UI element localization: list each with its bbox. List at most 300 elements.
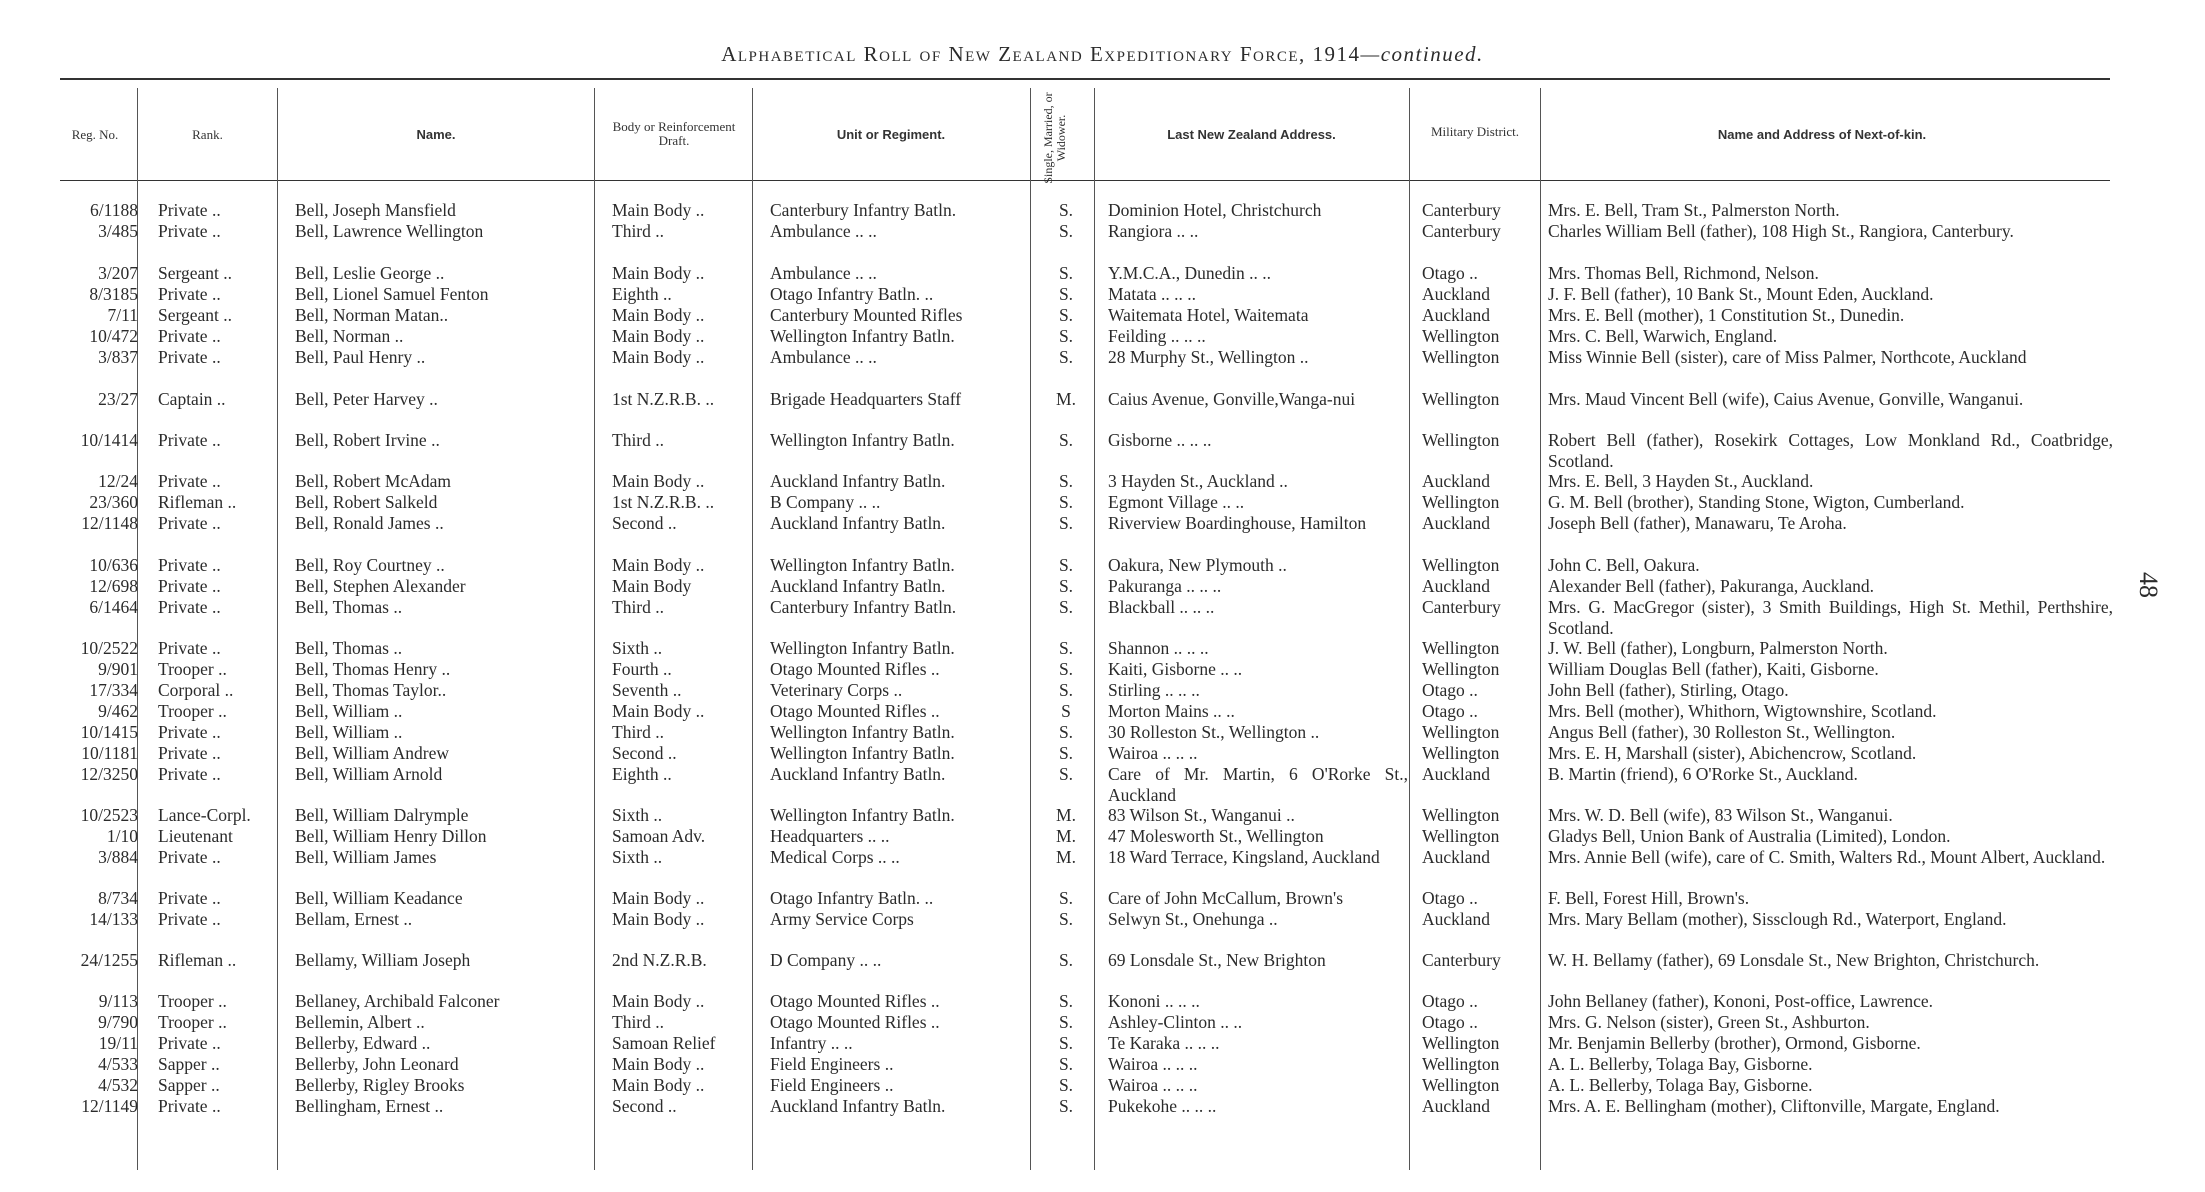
cell-addr: 30 Rolleston St., Wellington .. — [1108, 722, 1320, 742]
cell-unit: Wellington Infantry Batln. — [770, 326, 955, 346]
cell-s: S. — [1058, 1033, 1074, 1053]
cell-dist: Auckland — [1422, 576, 1491, 596]
cell-body: Sixth .. — [612, 847, 663, 867]
header-district: Military District. — [1430, 124, 1520, 139]
cell-kin: Mrs. Maud Vincent Bell (wife), Caius Avenue, Gonville, Wanganui. — [1548, 389, 2024, 409]
cell-reg: 12/1148 — [81, 513, 138, 533]
cell-s: S. — [1058, 680, 1074, 700]
cell-unit: Field Engineers .. — [770, 1054, 894, 1074]
cell-addr: Blackball .. .. .. — [1108, 597, 1215, 617]
cell-body: Main Body .. — [612, 471, 705, 491]
cell-kin: John Bellaney (father), Kononi, Post-office, Lawrence. — [1548, 991, 1934, 1011]
cell-kin: W. H. Bellamy (father), 69 Lonsdale St., New Brighton, Christchurch. — [1548, 950, 2040, 970]
cell-reg: 23/360 — [89, 492, 138, 512]
cell-kin: F. Bell, Forest Hill, Brown's. — [1548, 888, 1750, 908]
cell-name: Bell, Lawrence Wellington — [295, 221, 484, 241]
cell-unit: Otago Mounted Rifles .. — [770, 701, 940, 721]
cell-kin: Mrs. E. Bell, 3 Hayden St., Auckland. — [1548, 471, 1814, 491]
cell-rank: Private .. — [158, 221, 221, 241]
cell-kin: Mrs. G. Nelson (sister), Green St., Ashburton. — [1548, 1012, 1870, 1032]
table-row — [0, 847, 2205, 867]
table-row — [0, 888, 2205, 908]
cell-addr: Wairoa .. .. .. — [1108, 1054, 1198, 1074]
cell-s: S. — [1058, 722, 1074, 742]
cell-dist: Auckland — [1422, 764, 1491, 784]
cell-addr: 28 Murphy St., Wellington .. — [1108, 347, 1309, 367]
cell-addr: Feilding .. .. .. — [1108, 326, 1206, 346]
cell-body: Main Body .. — [612, 991, 705, 1011]
cell-body: Main Body .. — [612, 909, 705, 929]
cell-reg: 9/790 — [98, 1012, 138, 1032]
table-row — [0, 991, 2205, 1011]
cell-body: Main Body .. — [612, 888, 705, 908]
cell-unit: Infantry .. .. — [770, 1033, 853, 1053]
cell-name: Bell, William .. — [295, 722, 403, 742]
cell-dist: Wellington — [1422, 805, 1500, 825]
cell-rank: Private .. — [158, 200, 221, 220]
cell-name: Bell, Leslie George .. — [295, 263, 445, 283]
cell-s: M. — [1056, 847, 1076, 867]
cell-rank: Private .. — [158, 909, 221, 929]
cell-addr: Matata .. .. .. — [1108, 284, 1196, 304]
cell-s: S. — [1058, 305, 1074, 325]
cell-dist: Canterbury — [1422, 950, 1501, 970]
cell-body: Fourth .. — [612, 659, 672, 679]
cell-kin: William Douglas Bell (father), Kaiti, Gisborne. — [1548, 659, 1879, 679]
cell-dist: Wellington — [1422, 389, 1500, 409]
cell-s: S — [1061, 701, 1071, 721]
cell-rank: Lieutenant — [158, 826, 233, 846]
cell-unit: Medical Corps .. .. — [770, 847, 900, 867]
cell-rank: Private .. — [158, 576, 221, 596]
cell-reg: 9/113 — [98, 991, 138, 1011]
cell-rank: Private .. — [158, 347, 221, 367]
cell-kin: Mrs. C. Bell, Warwich, England. — [1548, 326, 1778, 346]
cell-unit: Canterbury Infantry Batln. — [770, 597, 957, 617]
cell-name: Bell, Norman .. — [295, 326, 404, 346]
cell-rank: Private .. — [158, 597, 221, 617]
cell-unit: Auckland Infantry Batln. — [770, 513, 946, 533]
cell-s: S. — [1058, 221, 1074, 241]
cell-reg: 4/532 — [98, 1075, 138, 1095]
cell-name: Bellaney, Archibald Falconer — [295, 991, 500, 1011]
cell-rank: Trooper .. — [158, 1012, 227, 1032]
cell-addr: 18 Ward Terrace, Kingsland, Auckland — [1108, 847, 1380, 867]
cell-dist: Wellington — [1422, 638, 1500, 658]
table-row — [0, 659, 2205, 679]
top-rule — [60, 78, 2110, 80]
cell-name: Bell, Paul Henry .. — [295, 347, 426, 367]
cell-body: Eighth .. — [612, 284, 672, 304]
cell-reg: 9/462 — [98, 701, 138, 721]
cell-addr: Kaiti, Gisborne .. .. — [1108, 659, 1243, 679]
cell-reg: 24/1255 — [80, 950, 138, 970]
cell-s: S. — [1058, 347, 1074, 367]
cell-name: Bell, Thomas .. — [295, 638, 403, 658]
table-row — [0, 326, 2205, 346]
cell-s: S. — [1058, 638, 1074, 658]
cell-s: S. — [1058, 1012, 1074, 1032]
cell-name: Bell, Stephen Alexander — [295, 576, 466, 596]
cell-reg: 6/1188 — [90, 200, 138, 220]
table-row — [0, 305, 2205, 325]
cell-dist: Canterbury — [1422, 200, 1501, 220]
cell-s: S. — [1058, 471, 1074, 491]
cell-body: Main Body .. — [612, 200, 705, 220]
cell-unit: Otago Mounted Rifles .. — [770, 1012, 940, 1032]
cell-addr: Rangiora .. .. — [1108, 221, 1199, 241]
cell-name: Bellerby, Rigley Brooks — [295, 1075, 465, 1095]
cell-addr: 3 Hayden St., Auckland .. — [1108, 471, 1288, 491]
cell-kin: Mrs. Thomas Bell, Richmond, Nelson. — [1548, 263, 1819, 283]
cell-kin: Joseph Bell (father), Manawaru, Te Aroha. — [1548, 513, 1847, 533]
cell-name: Bell, Peter Harvey .. — [295, 389, 438, 409]
table-row — [0, 722, 2205, 742]
table-row — [0, 555, 2205, 575]
cell-name: Bell, Thomas .. — [295, 597, 403, 617]
cell-body: Main Body .. — [612, 555, 705, 575]
cell-body: 2nd N.Z.R.B. — [612, 950, 707, 970]
page-title — [0, 42, 2205, 67]
cell-s: S. — [1058, 492, 1074, 512]
cell-unit: Otago Mounted Rifles .. — [770, 991, 940, 1011]
cell-kin: John Bell (father), Stirling, Otago. — [1548, 680, 1789, 700]
header-rule — [60, 180, 2110, 181]
cell-body: Samoan Adv. — [612, 826, 706, 846]
cell-name: Bell, William Arnold — [295, 764, 443, 784]
cell-s: S. — [1058, 576, 1074, 596]
cell-body: Main Body .. — [612, 305, 705, 325]
cell-rank: Lance-Corpl. — [158, 805, 251, 825]
cell-body: Main Body — [612, 576, 692, 596]
table-row — [0, 1012, 2205, 1032]
cell-s: S. — [1058, 1054, 1074, 1074]
cell-rank: Sapper .. — [158, 1075, 220, 1095]
cell-dist: Otago .. — [1422, 263, 1478, 283]
cell-kin: A. L. Bellerby, Tolaga Bay, Gisborne. — [1548, 1054, 1813, 1074]
cell-name: Bell, Robert McAdam — [295, 471, 452, 491]
cell-addr: Care of Mr. Martin, 6 O'Rorke St., Auckland — [1108, 764, 1408, 805]
cell-dist: Otago .. — [1422, 1012, 1478, 1032]
cell-reg: 23/27 — [98, 389, 138, 409]
cell-rank: Private .. — [158, 471, 221, 491]
cell-body: Second .. — [612, 513, 677, 533]
cell-reg: 19/11 — [98, 1033, 138, 1053]
cell-body: Samoan Relief — [612, 1033, 716, 1053]
cell-reg: 8/3185 — [89, 284, 138, 304]
cell-unit: Field Engineers .. — [770, 1075, 894, 1095]
header-next-of-kin: Name and Address of Next-of-kin. — [1717, 127, 1927, 142]
cell-reg: 3/837 — [98, 347, 138, 367]
cell-unit: Otago Mounted Rifles .. — [770, 659, 940, 679]
table-row — [0, 513, 2205, 533]
cell-unit: Ambulance .. .. — [770, 347, 877, 367]
cell-rank: Private .. — [158, 513, 221, 533]
table-row — [0, 909, 2205, 929]
cell-unit: Ambulance .. .. — [770, 263, 877, 283]
col-divider — [1094, 88, 1095, 1170]
cell-s: M. — [1056, 826, 1076, 846]
cell-body: Third .. — [612, 221, 665, 241]
cell-reg: 3/485 — [98, 221, 138, 241]
table-row — [0, 805, 2205, 825]
cell-reg: 1/10 — [106, 826, 138, 846]
cell-unit: Wellington Infantry Batln. — [770, 430, 955, 450]
cell-s: S. — [1058, 1075, 1074, 1095]
cell-reg: 14/133 — [89, 909, 138, 929]
cell-rank: Private .. — [158, 722, 221, 742]
cell-dist: Wellington — [1422, 555, 1500, 575]
table-row — [0, 950, 2205, 970]
cell-dist: Canterbury — [1422, 597, 1501, 617]
cell-unit: Brigade Headquarters Staff — [770, 389, 962, 409]
cell-kin: Miss Winnie Bell (sister), care of Miss Palmer, Northcote, Auckland — [1548, 347, 2027, 367]
cell-kin: A. L. Bellerby, Tolaga Bay, Gisborne. — [1548, 1075, 1813, 1095]
cell-rank: Captain .. — [158, 389, 226, 409]
cell-rank: Private .. — [158, 284, 221, 304]
cell-reg: 3/207 — [98, 263, 138, 283]
cell-unit: Army Service Corps — [770, 909, 914, 929]
cell-addr: Stirling .. .. .. — [1108, 680, 1200, 700]
col-divider — [1030, 88, 1031, 1170]
cell-body: Seventh .. — [612, 680, 682, 700]
cell-body: Main Body .. — [612, 263, 705, 283]
title-continued: —continued. — [1360, 42, 1484, 66]
header-unit: Unit or Regiment. — [836, 127, 946, 142]
cell-unit: Otago Infantry Batln. .. — [770, 284, 934, 304]
cell-rank: Private .. — [158, 888, 221, 908]
cell-reg: 10/1181 — [81, 743, 138, 763]
cell-rank: Rifleman .. — [158, 950, 237, 970]
cell-s: S. — [1058, 909, 1074, 929]
cell-body: Main Body .. — [612, 326, 705, 346]
cell-s: M. — [1056, 389, 1076, 409]
cell-body: Sixth .. — [612, 638, 663, 658]
cell-s: S. — [1058, 284, 1074, 304]
cell-reg: 3/884 — [98, 847, 138, 867]
cell-rank: Private .. — [158, 326, 221, 346]
cell-body: Third .. — [612, 1012, 665, 1032]
cell-dist: Auckland — [1422, 1096, 1491, 1116]
cell-rank: Sergeant .. — [158, 263, 233, 283]
cell-reg: 8/734 — [98, 888, 138, 908]
cell-body: Main Body .. — [612, 1075, 705, 1095]
cell-addr: Kononi .. .. .. — [1108, 991, 1200, 1011]
cell-kin: Alexander Bell (father), Pakuranga, Auckland. — [1548, 576, 1875, 596]
cell-addr: Waitemata Hotel, Waitemata — [1108, 305, 1309, 325]
cell-s: S. — [1058, 659, 1074, 679]
col-divider — [277, 88, 278, 1170]
cell-unit: Otago Infantry Batln. .. — [770, 888, 934, 908]
cell-dist: Auckland — [1422, 471, 1491, 491]
cell-s: S. — [1058, 1096, 1074, 1116]
cell-unit: Wellington Infantry Batln. — [770, 805, 955, 825]
cell-rank: Private .. — [158, 764, 221, 784]
cell-addr: 83 Wilson St., Wanganui .. — [1108, 805, 1295, 825]
cell-body: Main Body .. — [612, 1054, 705, 1074]
cell-addr: 47 Molesworth St., Wellington — [1108, 826, 1324, 846]
table-row — [0, 1033, 2205, 1053]
table-row — [0, 743, 2205, 763]
cell-dist: Wellington — [1422, 659, 1500, 679]
cell-rank: Private .. — [158, 1033, 221, 1053]
cell-kin: Mrs. W. D. Bell (wife), 83 Wilson St., Wanganui. — [1548, 805, 1893, 825]
cell-addr: Morton Mains .. .. — [1108, 701, 1235, 721]
cell-reg: 4/533 — [98, 1054, 138, 1074]
cell-addr: Egmont Village .. .. — [1108, 492, 1245, 512]
cell-kin: Mrs. G. MacGregor (sister), 3 Smith Buildings, High St. Methil, Perthshire, Scotland. — [1548, 597, 2113, 638]
cell-reg: 10/472 — [89, 326, 138, 346]
table-row — [0, 638, 2205, 658]
cell-unit: Headquarters .. .. — [770, 826, 890, 846]
cell-name: Bell, Ronald James .. — [295, 513, 444, 533]
cell-s: M. — [1056, 805, 1076, 825]
cell-body: Eighth .. — [612, 764, 672, 784]
cell-kin: G. M. Bell (brother), Standing Stone, Wigton, Cumberland. — [1548, 492, 1965, 512]
cell-rank: Private .. — [158, 555, 221, 575]
cell-addr: Wairoa .. .. .. — [1108, 743, 1198, 763]
cell-rank: Trooper .. — [158, 991, 227, 1011]
cell-dist: Otago .. — [1422, 888, 1478, 908]
cell-body: 1st N.Z.R.B. .. — [612, 492, 715, 512]
cell-rank: Corporal .. — [158, 680, 234, 700]
cell-body: Main Body .. — [612, 701, 705, 721]
cell-unit: B Company .. .. — [770, 492, 881, 512]
cell-dist: Wellington — [1422, 1054, 1500, 1074]
cell-addr: Care of John McCallum, Brown's — [1108, 888, 1344, 908]
cell-s: S. — [1058, 597, 1074, 617]
cell-dist: Wellington — [1422, 492, 1500, 512]
cell-dist: Wellington — [1422, 326, 1500, 346]
cell-name: Bell, William James — [295, 847, 437, 867]
cell-addr: Dominion Hotel, Christchurch — [1108, 200, 1322, 220]
cell-addr: Ashley-Clinton .. .. — [1108, 1012, 1243, 1032]
cell-kin: Mr. Benjamin Bellerby (brother), Ormond, Gisborne. — [1548, 1033, 1921, 1053]
cell-kin: Mrs. Bell (mother), Whithorn, Wigtownshire, Scotland. — [1548, 701, 1937, 721]
cell-name: Bell, Robert Irvine .. — [295, 430, 440, 450]
cell-s: S. — [1058, 764, 1074, 784]
cell-reg: 12/24 — [98, 471, 138, 491]
table-row — [0, 1075, 2205, 1095]
cell-kin: Robert Bell (father), Rosekirk Cottages, Low Monkland Rd., Coatbridge, Scotland. — [1548, 430, 2113, 471]
cell-rank: Private .. — [158, 430, 221, 450]
table-row — [0, 826, 2205, 846]
cell-name: Bell, Thomas Henry .. — [295, 659, 451, 679]
page-number: 48 — [2134, 572, 2163, 598]
cell-addr: Caius Avenue, Gonville,Wanga-nui — [1108, 389, 1356, 409]
cell-reg: 7/11 — [107, 305, 138, 325]
header-address: Last New Zealand Address. — [1167, 127, 1336, 142]
header-marital-status: Single, Married, or Widower. — [1041, 92, 1068, 184]
table-row — [0, 347, 2205, 367]
table-row — [0, 200, 2205, 220]
cell-dist: Otago .. — [1422, 680, 1478, 700]
cell-name: Bellam, Ernest .. — [295, 909, 413, 929]
cell-s: S. — [1058, 991, 1074, 1011]
cell-s: S. — [1058, 950, 1074, 970]
cell-addr: Pakuranga .. .. .. — [1108, 576, 1222, 596]
cell-reg: 12/1149 — [81, 1096, 138, 1116]
cell-dist: Canterbury — [1422, 221, 1501, 241]
cell-kin: B. Martin (friend), 6 O'Rorke St., Auckland. — [1548, 764, 1858, 784]
cell-kin: Charles William Bell (father), 108 High St., Rangiora, Canterbury. — [1548, 221, 2014, 241]
cell-name: Bellemin, Albert .. — [295, 1012, 425, 1032]
cell-body: Sixth .. — [612, 805, 663, 825]
header-name: Name. — [416, 127, 456, 142]
cell-rank: Private .. — [158, 847, 221, 867]
cell-name: Bell, William Dalrymple — [295, 805, 469, 825]
table-row — [0, 430, 2205, 471]
cell-body: Second .. — [612, 743, 677, 763]
cell-addr: Riverview Boardinghouse, Hamilton — [1108, 513, 1367, 533]
cell-s: S. — [1058, 263, 1074, 283]
cell-dist: Wellington — [1422, 347, 1500, 367]
table-row — [0, 263, 2205, 283]
cell-reg: 10/2522 — [80, 638, 138, 658]
cell-s: S. — [1058, 888, 1074, 908]
col-divider — [1409, 88, 1410, 1170]
cell-kin: J. F. Bell (father), 10 Bank St., Mount Eden, Auckland. — [1548, 284, 1934, 304]
cell-dist: Auckland — [1422, 847, 1491, 867]
cell-reg: 17/334 — [89, 680, 138, 700]
cell-addr: Wairoa .. .. .. — [1108, 1075, 1198, 1095]
cell-kin: Mrs. A. E. Bellingham (mother), Cliftonville, Margate, England. — [1548, 1096, 2000, 1116]
cell-unit: Wellington Infantry Batln. — [770, 638, 955, 658]
cell-name: Bell, William Keadance — [295, 888, 463, 908]
cell-s: S. — [1058, 555, 1074, 575]
cell-unit: Auckland Infantry Batln. — [770, 1096, 946, 1116]
cell-unit: Wellington Infantry Batln. — [770, 743, 955, 763]
cell-unit: D Company .. .. — [770, 950, 882, 970]
cell-reg: 10/1414 — [80, 430, 138, 450]
cell-rank: Private .. — [158, 638, 221, 658]
cell-dist: Otago .. — [1422, 701, 1478, 721]
cell-unit: Auckland Infantry Batln. — [770, 576, 946, 596]
cell-rank: Trooper .. — [158, 701, 227, 721]
cell-body: Third .. — [612, 597, 665, 617]
col-divider — [1540, 88, 1541, 1170]
cell-name: Bell, William .. — [295, 701, 403, 721]
cell-addr: Pukekohe .. .. .. — [1108, 1096, 1217, 1116]
cell-body: Third .. — [612, 722, 665, 742]
cell-rank: Private .. — [158, 1096, 221, 1116]
cell-body: Second .. — [612, 1096, 677, 1116]
cell-kin: Mrs. Mary Bellam (mother), Sissclough Rd., Waterport, England. — [1548, 909, 2007, 929]
cell-name: Bellamy, William Joseph — [295, 950, 471, 970]
cell-s: S. — [1058, 326, 1074, 346]
cell-name: Bell, Norman Matan.. — [295, 305, 449, 325]
cell-reg: 10/2523 — [80, 805, 138, 825]
cell-name: Bell, William Henry Dillon — [295, 826, 487, 846]
table-row — [0, 471, 2205, 491]
cell-unit: Auckland Infantry Batln. — [770, 471, 946, 491]
table-row — [0, 680, 2205, 700]
cell-dist: Wellington — [1422, 1075, 1500, 1095]
cell-name: Bell, William Andrew — [295, 743, 450, 763]
cell-dist: Auckland — [1422, 909, 1491, 929]
cell-name: Bell, Lionel Samuel Fenton — [295, 284, 489, 304]
cell-rank: Trooper .. — [158, 659, 227, 679]
cell-name: Bellerby, John Leonard — [295, 1054, 459, 1074]
cell-unit: Canterbury Mounted Rifles — [770, 305, 963, 325]
cell-s: S. — [1058, 743, 1074, 763]
cell-reg: 10/1415 — [80, 722, 138, 742]
cell-dist: Auckland — [1422, 284, 1491, 304]
cell-addr: Y.M.C.A., Dunedin .. .. — [1108, 263, 1272, 283]
cell-name: Bell, Robert Salkeld — [295, 492, 438, 512]
cell-unit: Wellington Infantry Batln. — [770, 722, 955, 742]
cell-reg: 12/698 — [89, 576, 138, 596]
